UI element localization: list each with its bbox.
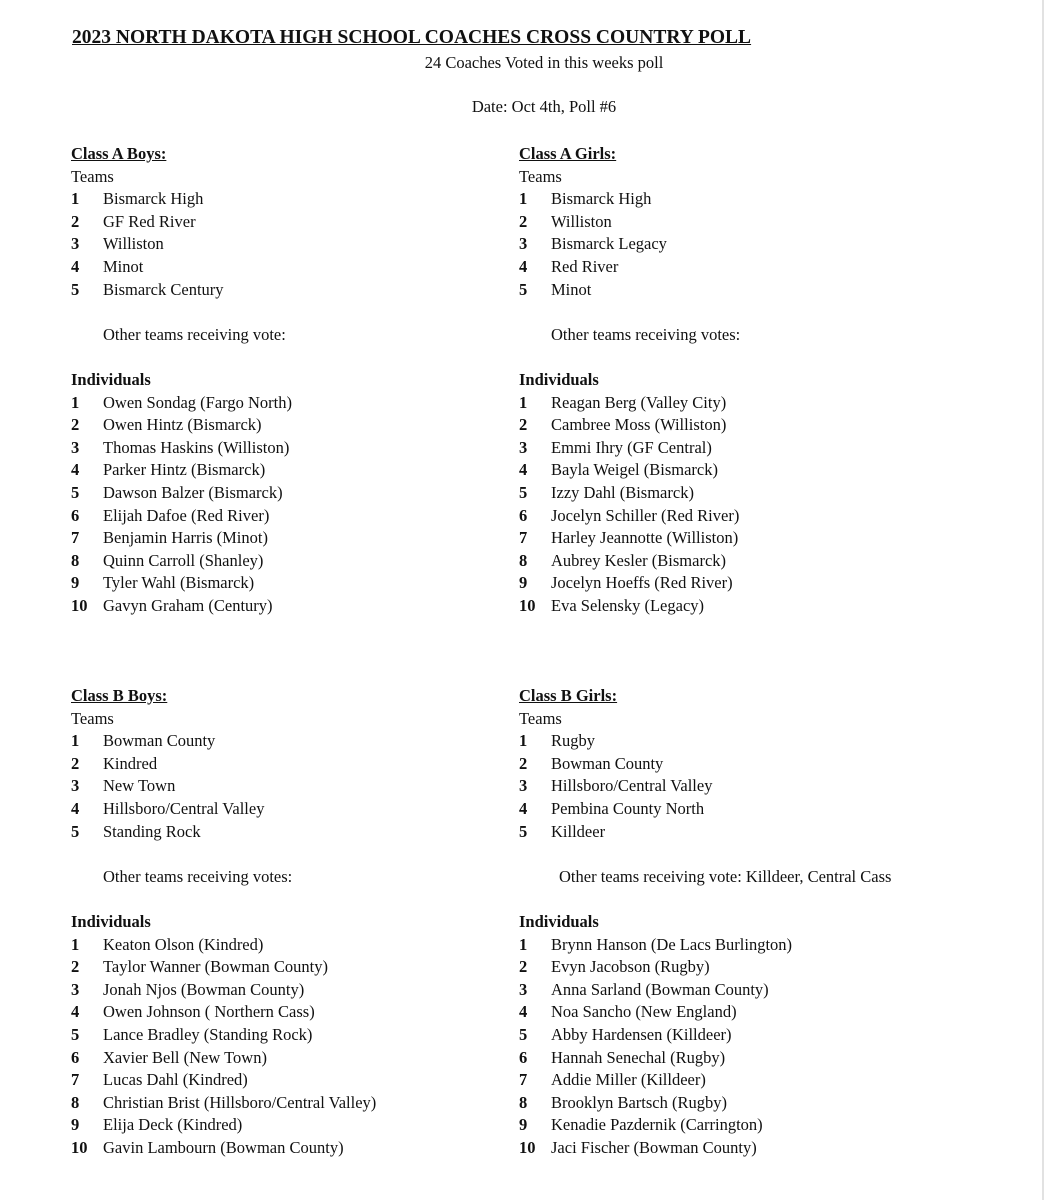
rank-number: 1 xyxy=(71,392,80,412)
runner-name: Owen Johnson ( Northern Cass) xyxy=(103,1002,315,1022)
rank-number: 7 xyxy=(519,1070,528,1090)
individual-row xyxy=(519,1114,989,1137)
runner-name: Owen Sondag (Fargo North) xyxy=(103,392,292,412)
team-name: Bowman County xyxy=(103,731,216,751)
team-name: Minot xyxy=(551,279,592,299)
rank-number: 2 xyxy=(71,211,80,231)
rank-number: 8 xyxy=(71,550,80,570)
teams-label: Teams xyxy=(519,166,562,186)
individual-row xyxy=(71,1114,541,1137)
other-teams-votes: Other teams receiving votes: xyxy=(551,324,741,344)
team-name: Pembina County North xyxy=(551,798,705,818)
rank-number: 6 xyxy=(71,1047,80,1067)
team-name: Bismarck Legacy xyxy=(551,234,667,254)
class-a-girls-section xyxy=(519,143,989,617)
individual-row xyxy=(519,1092,989,1115)
team-name: Killdeer xyxy=(551,821,606,841)
individual-row xyxy=(71,527,541,550)
team-row xyxy=(519,188,989,211)
individuals-label: Individuals xyxy=(71,911,151,931)
rank-number: 7 xyxy=(71,528,80,548)
runner-name: Cambree Moss (Williston) xyxy=(551,415,727,435)
individual-row xyxy=(519,482,989,505)
runner-name: Jocelyn Hoeffs (Red River) xyxy=(551,573,733,593)
runner-name: Abby Hardensen (Killdeer) xyxy=(551,1024,732,1044)
runner-name: Anna Sarland (Bowman County) xyxy=(551,979,769,999)
rank-number: 10 xyxy=(71,595,88,615)
team-row xyxy=(71,798,541,821)
rank-number: 2 xyxy=(519,753,528,773)
team-row xyxy=(71,730,541,753)
rank-number: 10 xyxy=(519,1137,536,1157)
runner-name: Aubrey Kesler (Bismarck) xyxy=(551,550,727,570)
runner-name: Taylor Wanner (Bowman County) xyxy=(103,957,328,977)
class-b-girls-heading: Class B Girls: xyxy=(519,686,618,705)
runner-name: Jonah Njos (Bowman County) xyxy=(103,979,305,999)
team-row xyxy=(71,233,541,256)
rank-number: 4 xyxy=(71,460,80,480)
runner-name: Lucas Dahl (Kindred) xyxy=(103,1070,248,1090)
rank-number: 3 xyxy=(519,979,528,999)
team-name: Standing Rock xyxy=(103,821,201,841)
individual-row xyxy=(519,414,989,437)
class-a-boys-heading: Class A Boys: xyxy=(71,144,167,163)
class-b-boys-section xyxy=(71,685,541,1159)
rank-number: 8 xyxy=(519,550,528,570)
runner-name: Harley Jeannotte (Williston) xyxy=(551,528,739,548)
rank-number: 5 xyxy=(71,279,80,299)
individual-row xyxy=(71,572,541,595)
rank-number: 4 xyxy=(519,460,528,480)
rank-number: 5 xyxy=(71,482,80,502)
rank-number: 9 xyxy=(519,573,528,593)
team-row xyxy=(71,279,541,302)
rank-number: 1 xyxy=(519,392,528,412)
rank-number: 1 xyxy=(71,731,80,751)
team-name: Red River xyxy=(551,256,619,276)
individual-row xyxy=(519,505,989,528)
individual-row xyxy=(519,572,989,595)
team-row xyxy=(71,211,541,234)
rank-number: 3 xyxy=(71,234,80,254)
rank-number: 10 xyxy=(71,1137,88,1157)
document-title: 2023 NORTH DAKOTA HIGH SCHOOL COACHES CROSS COUNTRY POLL xyxy=(72,27,752,48)
team-name: Williston xyxy=(103,234,164,254)
individual-row xyxy=(71,1024,541,1047)
team-name: Bismarck Century xyxy=(103,279,224,299)
runner-name: Reagan Berg (Valley City) xyxy=(551,392,727,412)
rank-number: 3 xyxy=(71,979,80,999)
rank-number: 1 xyxy=(71,934,80,954)
rank-number: 1 xyxy=(71,189,80,209)
runner-name: Tyler Wahl (Bismarck) xyxy=(103,573,255,593)
runner-name: Owen Hintz (Bismarck) xyxy=(103,415,262,435)
individual-row xyxy=(71,437,541,460)
team-name: Bismarck High xyxy=(551,189,652,209)
team-name: Bismarck High xyxy=(103,189,204,209)
team-name: Hillsboro/Central Valley xyxy=(103,798,265,818)
rank-number: 2 xyxy=(519,415,528,435)
rank-number: 2 xyxy=(71,957,80,977)
individual-row xyxy=(71,1047,541,1070)
runner-name: Benjamin Harris (Minot) xyxy=(103,528,268,548)
individuals-label: Individuals xyxy=(519,369,599,389)
team-row xyxy=(519,775,989,798)
team-row xyxy=(519,798,989,821)
team-row xyxy=(519,730,989,753)
individual-row xyxy=(71,1069,541,1092)
team-name: New Town xyxy=(103,776,176,796)
runner-name: Gavyn Graham (Century) xyxy=(103,595,273,615)
team-row xyxy=(519,753,989,776)
individuals-label: Individuals xyxy=(519,911,599,931)
individual-row xyxy=(71,595,541,618)
individual-row xyxy=(519,392,989,415)
rank-number: 5 xyxy=(71,821,80,841)
rank-number: 5 xyxy=(519,1024,528,1044)
rank-number: 9 xyxy=(71,1115,80,1135)
rank-number: 6 xyxy=(519,1047,528,1067)
team-row xyxy=(519,211,989,234)
individual-row xyxy=(71,482,541,505)
individual-row xyxy=(519,934,989,957)
team-name: GF Red River xyxy=(103,211,196,231)
runner-name: Xavier Bell (New Town) xyxy=(103,1047,267,1067)
individual-row xyxy=(519,1047,989,1070)
team-name: Minot xyxy=(103,256,144,276)
individual-row xyxy=(519,1137,989,1160)
runner-name: Dawson Balzer (Bismarck) xyxy=(103,482,283,502)
other-teams-votes: Other teams receiving vote: xyxy=(103,324,286,344)
teams-label: Teams xyxy=(71,166,114,186)
rank-number: 2 xyxy=(519,211,528,231)
individual-row xyxy=(71,459,541,482)
class-a-girls-heading: Class A Girls: xyxy=(519,144,617,163)
poll-date-line: Date: Oct 4th, Poll #6 xyxy=(471,97,617,116)
rank-number: 10 xyxy=(519,595,536,615)
other-teams-votes: Other teams receiving votes: xyxy=(103,866,293,886)
rank-number: 4 xyxy=(519,798,528,818)
rank-number: 8 xyxy=(71,1092,80,1112)
individual-row xyxy=(71,1137,541,1160)
runner-name: Addie Miller (Killdeer) xyxy=(551,1070,706,1090)
runner-name: Brooklyn Bartsch (Rugby) xyxy=(551,1092,727,1112)
runner-name: Jaci Fischer (Bowman County) xyxy=(551,1137,757,1157)
team-row xyxy=(519,821,989,844)
team-name: Bowman County xyxy=(551,753,664,773)
individual-row xyxy=(71,414,541,437)
individual-row xyxy=(71,979,541,1002)
individual-row xyxy=(519,979,989,1002)
runner-name: Kenadie Pazdernik (Carrington) xyxy=(551,1115,763,1135)
rank-number: 4 xyxy=(519,256,528,276)
rank-number: 4 xyxy=(519,1002,528,1022)
rank-number: 6 xyxy=(519,505,528,525)
runner-name: Lance Bradley (Standing Rock) xyxy=(103,1024,313,1044)
individuals-label: Individuals xyxy=(71,369,151,389)
team-row xyxy=(519,233,989,256)
individual-row xyxy=(519,527,989,550)
runner-name: Noa Sancho (New England) xyxy=(551,1002,737,1022)
rank-number: 2 xyxy=(519,957,528,977)
runner-name: Brynn Hanson (De Lacs Burlington) xyxy=(551,934,793,954)
individual-row xyxy=(519,437,989,460)
team-name: Kindred xyxy=(103,753,158,773)
rank-number: 8 xyxy=(519,1092,528,1112)
rank-number: 4 xyxy=(71,1002,80,1022)
runner-name: Izzy Dahl (Bismarck) xyxy=(551,482,694,502)
rank-number: 9 xyxy=(71,573,80,593)
rank-number: 3 xyxy=(71,776,80,796)
runner-name: Parker Hintz (Bismarck) xyxy=(103,460,266,480)
individual-row xyxy=(519,1069,989,1092)
individual-row xyxy=(71,1001,541,1024)
rank-number: 9 xyxy=(519,1115,528,1135)
runner-name: Emmi Ihry (GF Central) xyxy=(551,437,712,457)
rank-number: 5 xyxy=(519,482,528,502)
rank-number: 7 xyxy=(519,528,528,548)
rank-number: 2 xyxy=(71,753,80,773)
team-row xyxy=(519,279,989,302)
individual-row xyxy=(519,1024,989,1047)
individual-row xyxy=(519,550,989,573)
runner-name: Eva Selensky (Legacy) xyxy=(551,595,705,615)
individual-row xyxy=(71,956,541,979)
individual-row xyxy=(71,550,541,573)
class-a-boys-section xyxy=(71,143,541,617)
rank-number: 2 xyxy=(71,415,80,435)
individual-row xyxy=(71,1092,541,1115)
runner-name: Thomas Haskins (Williston) xyxy=(103,437,290,457)
rank-number: 5 xyxy=(519,279,528,299)
individual-row xyxy=(71,934,541,957)
rank-number: 7 xyxy=(71,1070,80,1090)
individual-row xyxy=(519,595,989,618)
rank-number: 4 xyxy=(71,256,80,276)
individual-row xyxy=(519,1001,989,1024)
rank-number: 5 xyxy=(71,1024,80,1044)
rank-number: 3 xyxy=(519,437,528,457)
team-row xyxy=(519,256,989,279)
rank-number: 4 xyxy=(71,798,80,818)
individual-row xyxy=(519,956,989,979)
individual-row xyxy=(519,459,989,482)
team-row xyxy=(71,775,541,798)
team-name: Hillsboro/Central Valley xyxy=(551,776,713,796)
team-row xyxy=(71,753,541,776)
teams-label: Teams xyxy=(519,708,562,728)
rank-number: 1 xyxy=(519,731,528,751)
runner-name: Elijah Dafoe (Red River) xyxy=(103,505,270,525)
class-b-boys-heading: Class B Boys: xyxy=(71,686,168,705)
rank-number: 3 xyxy=(519,234,528,254)
coaches-voted-line: 24 Coaches Voted in this weeks poll xyxy=(424,53,664,72)
team-row xyxy=(71,188,541,211)
class-b-girls-section xyxy=(519,685,989,1159)
rank-number: 1 xyxy=(519,934,528,954)
runner-name: Elija Deck (Kindred) xyxy=(103,1115,243,1135)
rank-number: 6 xyxy=(71,505,80,525)
individual-row xyxy=(71,392,541,415)
runner-name: Gavin Lambourn (Bowman County) xyxy=(103,1137,344,1157)
runner-name: Jocelyn Schiller (Red River) xyxy=(551,505,740,525)
runner-name: Evyn Jacobson (Rugby) xyxy=(551,957,710,977)
runner-name: Hannah Senechal (Rugby) xyxy=(551,1047,726,1067)
other-teams-votes: Other teams receiving vote: Killdeer, Central Cass xyxy=(559,866,892,886)
team-name: Williston xyxy=(551,211,612,231)
individual-row xyxy=(71,505,541,528)
runner-name: Quinn Carroll (Shanley) xyxy=(103,550,264,570)
rank-number: 1 xyxy=(519,189,528,209)
rank-number: 3 xyxy=(519,776,528,796)
teams-label: Teams xyxy=(71,708,114,728)
rank-number: 5 xyxy=(519,821,528,841)
team-name: Rugby xyxy=(551,731,596,751)
team-row xyxy=(71,256,541,279)
team-row xyxy=(71,821,541,844)
runner-name: Christian Brist (Hillsboro/Central Valley) xyxy=(103,1092,377,1112)
rank-number: 3 xyxy=(71,437,80,457)
runner-name: Keaton Olson (Kindred) xyxy=(103,934,264,954)
runner-name: Bayla Weigel (Bismarck) xyxy=(551,460,718,480)
